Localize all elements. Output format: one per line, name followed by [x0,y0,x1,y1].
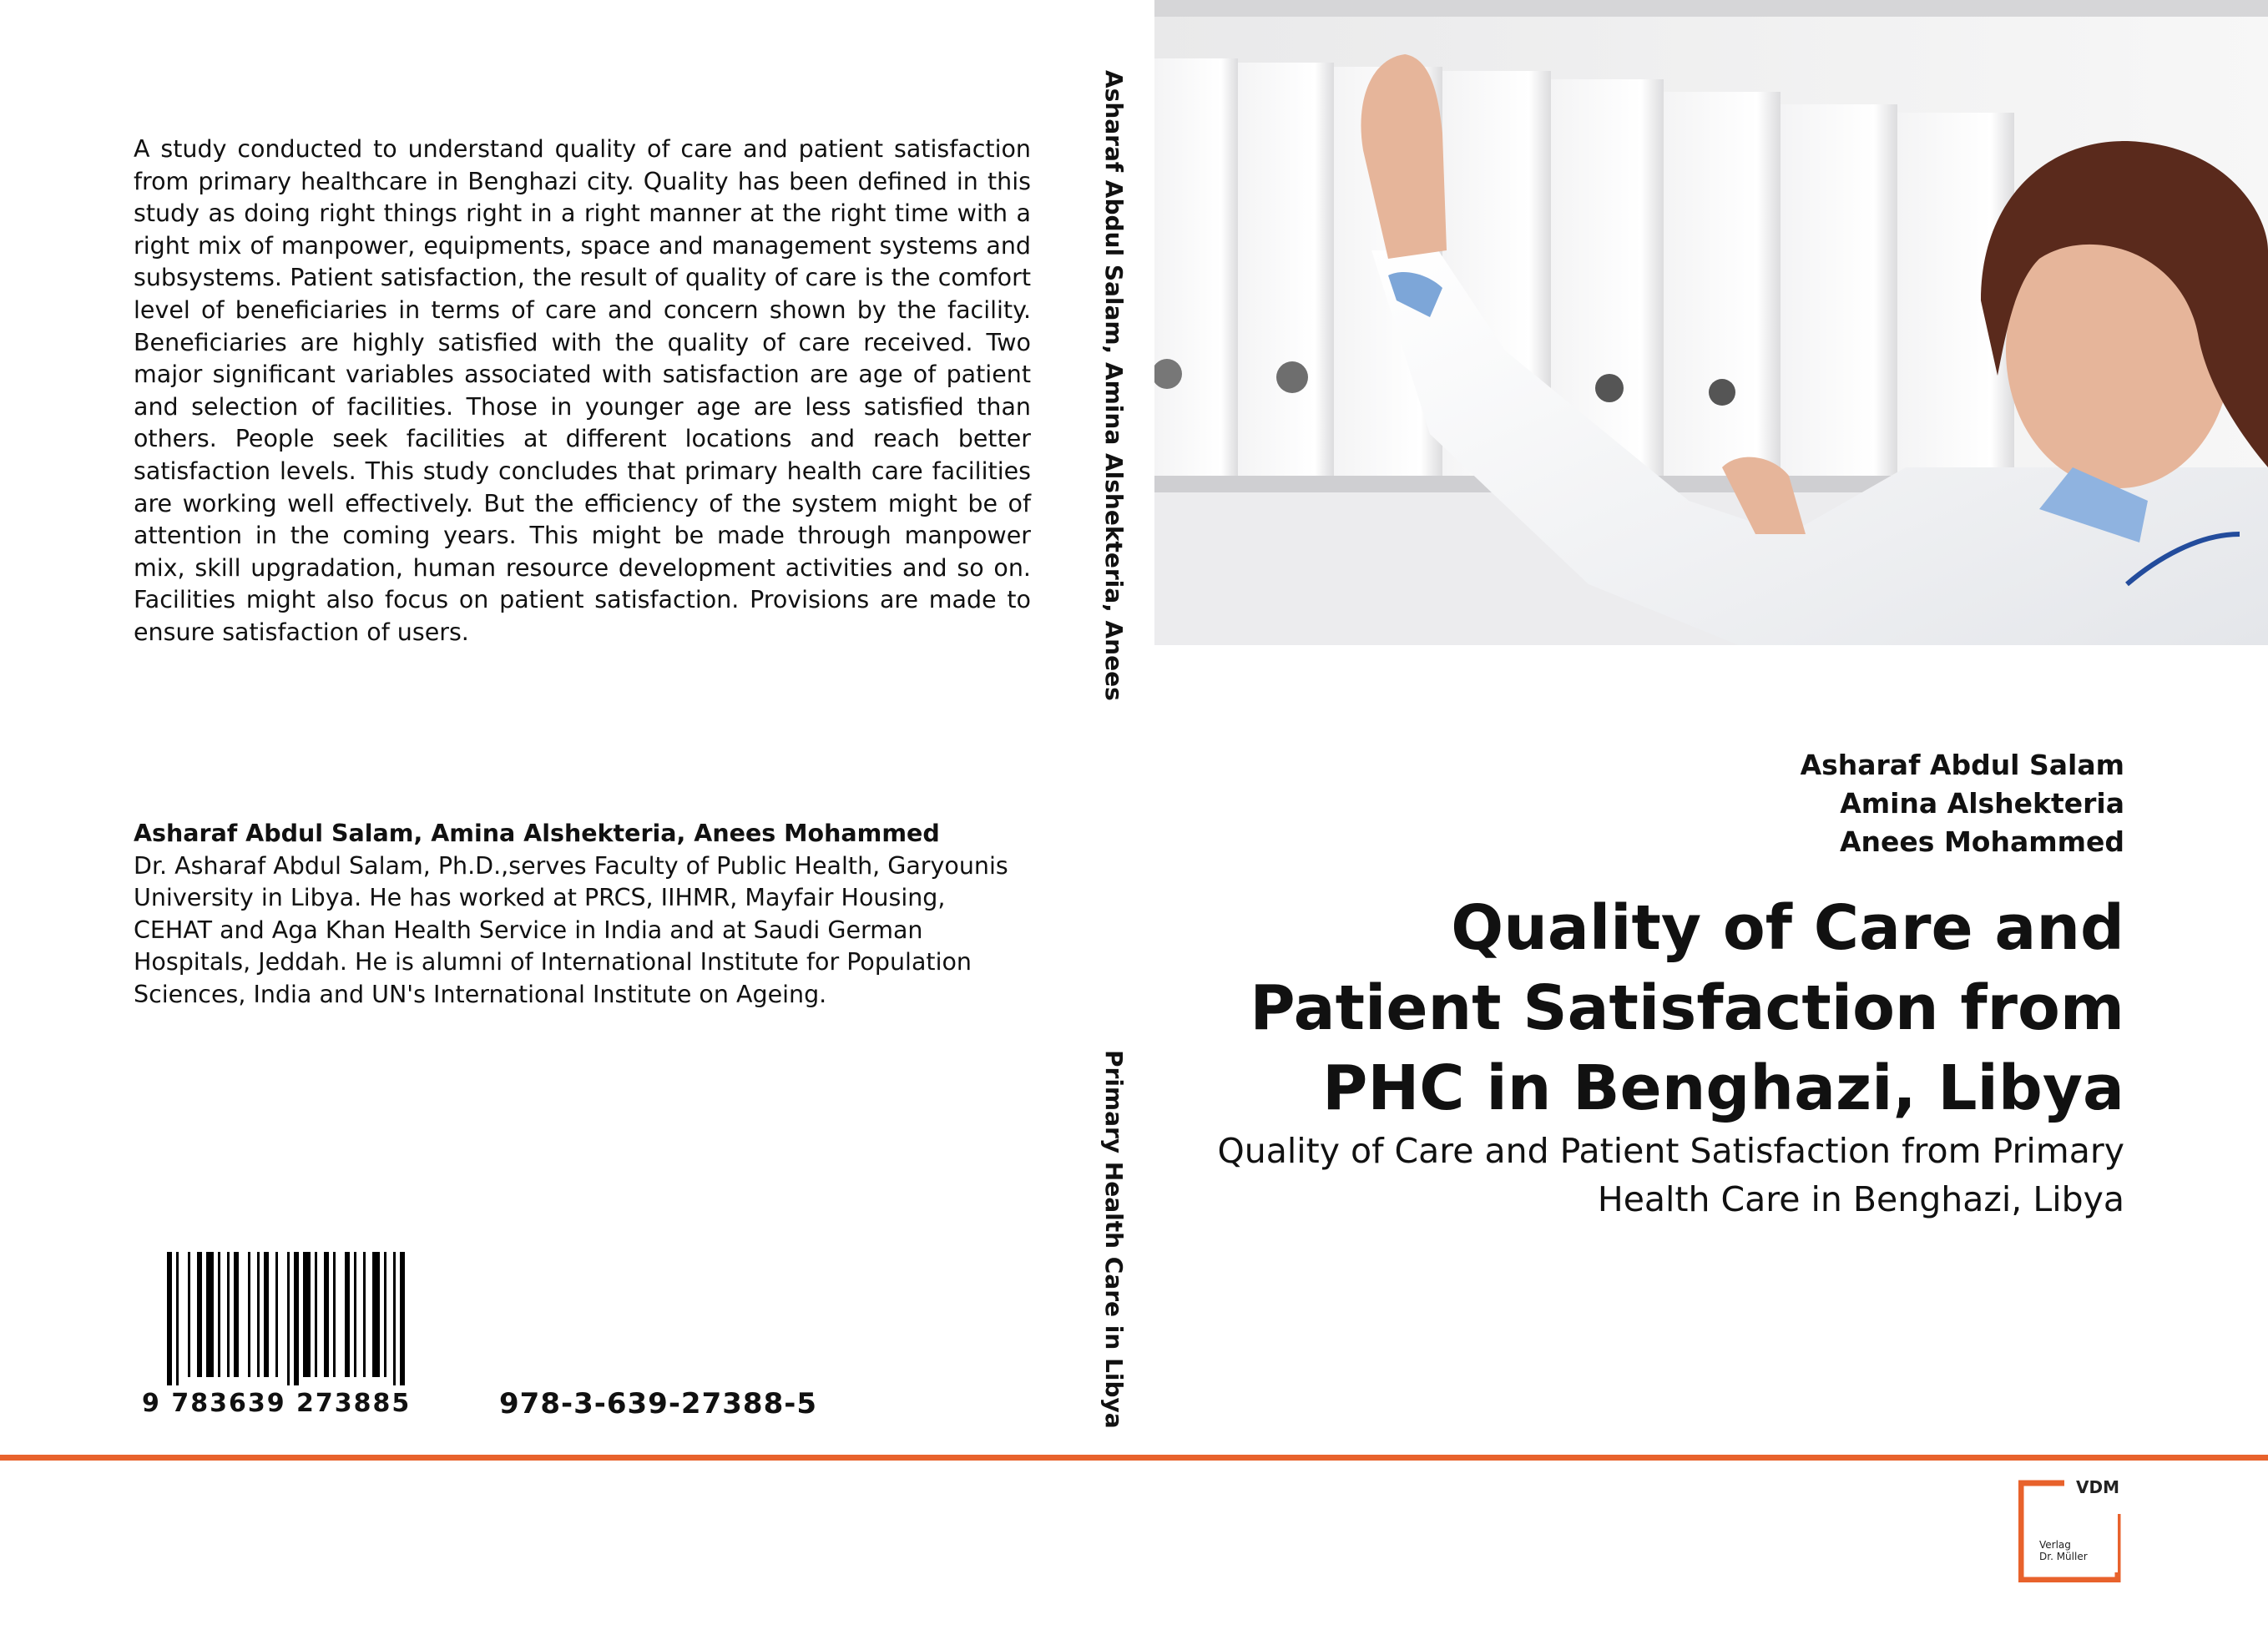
publisher-imprint-line2: Dr. Müller [2039,1551,2088,1562]
barcode-bars-icon [134,1252,467,1385]
front-authors [1801,746,2124,861]
doctor-at-shelf-image [1154,0,2268,645]
spine-authors: Asharaf Abdul Salam, Amina Alshekteria, Anees [1100,70,1128,701]
orange-divider [0,1455,2268,1461]
publisher-name: VDM [2076,1477,2119,1497]
bio-text: Dr. Asharaf Abdul Salam, Ph.D.,serves Faculty of Public Health, Garyounis University in Libya. He has worked at PRCS, IIHMR, Mayfair Housing, CEHAT and Aga Khan Health Service in India and at Saudi German Hospitals, Jeddah. He is alumni of International Institute for Population Sciences, India and UN's International Institute on Ageing. [134,851,1008,1008]
back-cover-blurb: A study conducted to understand quality of care and patient satisfaction from primary healthcare in Benghazi city. Quality has been defined in this study as doing right things right in a right manner at the right time with a right mix of manpower, equipments, space and management systems and subsystems. Patient satisfaction, the result of quality of care is the comfort level of beneficiaries in terms of care and concern shown by the facility. Beneficiaries are highly satisfied with the quality of care received. Two major significant variables associated with satisfaction are age of patient and selection of facilities. Those in younger age are less satisfied than others. People seek facilities at different locations and reach better satisfaction levels. This study concludes that primary health care facilities are working well effectively. But the efficiency of the system might be of attention in the coming years. This might be made through manpower mix, skill upgradation, human resource development activities and so on. Facilities might also focus on patient satisfaction. Provisions are made to ensure satisfaction of users. [134,135,1031,646]
book-title: Quality of Care and Patient Satisfaction from PHC in Benghazi, Libya [1250,892,2124,1124]
publisher-imprint [2039,1539,2088,1562]
barcode-digits: 9 783639 273885 [142,1389,412,1418]
publisher-imprint-line1: Verlag [2039,1539,2071,1551]
bio-authors: Asharaf Abdul Salam, Amina Alshekteria, Anees Mohammed [134,820,940,847]
spine-title: Primary Health Care in Libya [1100,1050,1128,1429]
cover-photo [1154,0,2268,645]
author-bio [134,818,1031,1012]
front-author-2: Amina Alshekteria [1840,787,2124,820]
isbn-number: 978-3-639-27388-5 [499,1387,817,1420]
front-author-1: Asharaf Abdul Salam [1800,749,2124,781]
isbn-barcode [134,1252,467,1385]
book-subtitle: Quality of Care and Patient Satisfaction from Primary Health Care in Benghazi, Libya [1217,1131,2124,1219]
front-author-3: Anees Mohammed [1840,825,2124,858]
